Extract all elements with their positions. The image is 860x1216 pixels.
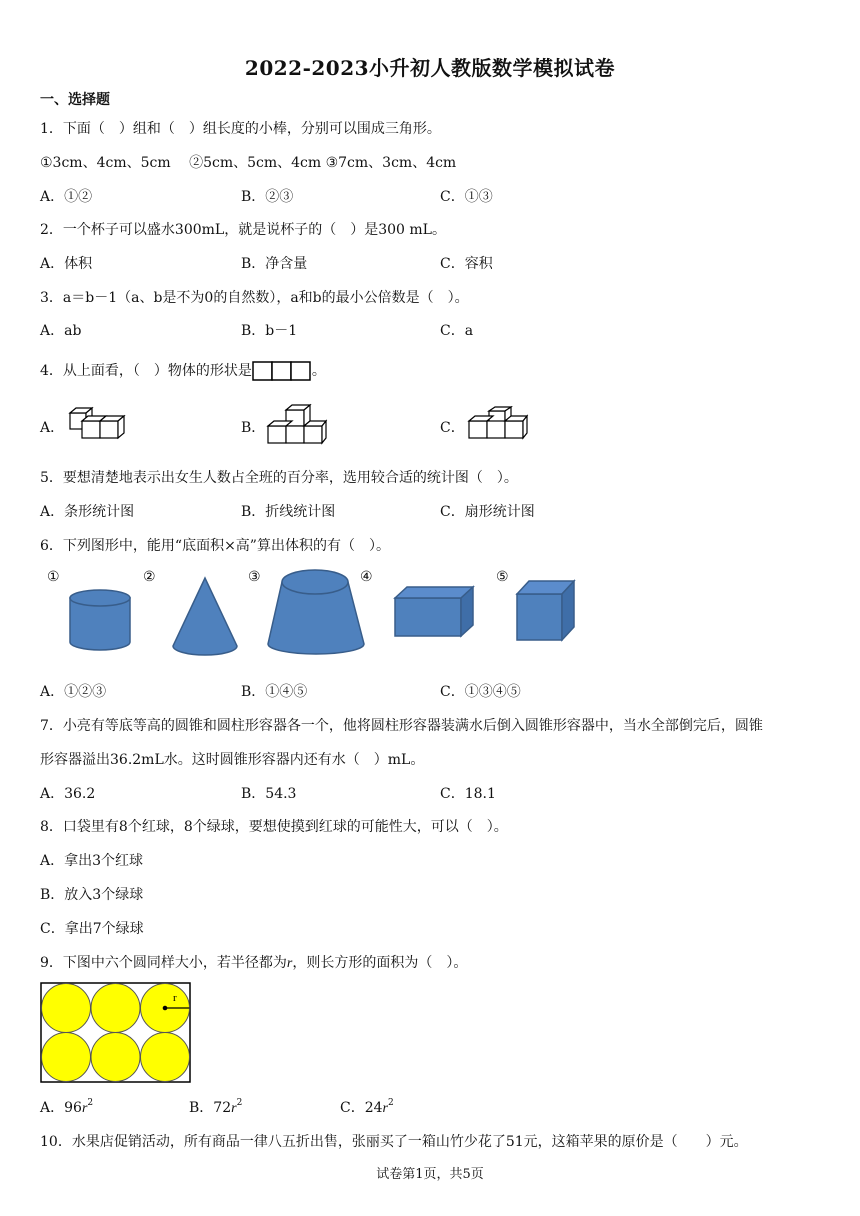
question-7-stem-line-2: 形容器溢出36.2mL水。这时圆锥形容器内还有水（ ）mL。	[40, 752, 425, 768]
question-9-stem-row	[40, 952, 467, 972]
shape-label-1: ①	[47, 569, 60, 585]
question-1-items: ①3cm、4cm、5cm ②5cm、5cm、4cm ③7cm、3cm、4cm	[40, 155, 457, 171]
question-8-stem: 8．口袋里有8个红球，8个绿球，要想使摸到红球的可能性大，可以（ ）。	[40, 819, 508, 835]
question-3-option-b: B．b－1	[241, 323, 298, 339]
question-9-stem-post: ，则长方形的面积为（ ）。	[292, 955, 468, 971]
question-10-stem: 10．水果店促销活动，所有商品一律八五折出售，张丽买了一箱山竹少花了51元，这箱苹果的原价是（ ）元。	[40, 1134, 748, 1150]
shape-label-3: ③	[248, 569, 261, 585]
question-8-option-b: B．放入3个绿球	[40, 887, 144, 903]
cube-figure	[514, 578, 578, 644]
question-3-option-c: C．a	[440, 323, 474, 339]
question-5-option-b: B．折线统计图	[241, 504, 336, 520]
question-2-option-a: A．体积	[40, 256, 93, 272]
option-c-cubes-figure	[467, 405, 529, 441]
section-heading: 一、选择题	[40, 92, 110, 108]
radius-label: r	[173, 992, 177, 1004]
question-1-option-b: B．②③	[241, 189, 294, 205]
shape-label-2: ②	[143, 569, 156, 585]
question-1-stem: 1．下面（ ）组和（ ）组长度的小棒，分别可以围成三角形。	[40, 121, 441, 137]
question-2-option-b: B．净含量	[241, 256, 308, 272]
question-1-option-a: A．①②	[40, 189, 93, 205]
shape-label-5: ⑤	[496, 569, 509, 585]
shape-label-4: ④	[360, 569, 373, 585]
question-8-option-a: A．拿出3个红球	[40, 853, 144, 869]
question-6-option-b: B．①④⑤	[241, 684, 308, 700]
question-7-option-a: A．36.2	[40, 786, 96, 802]
question-3-stem: 3．a＝b－1（a、b是不为0的自然数），a和b的最小公倍数是（ ）。	[40, 290, 469, 306]
question-7-option-b: B．54.3	[241, 786, 297, 802]
question-8-option-c: C．拿出7个绿球	[40, 921, 144, 937]
question-6-option-a: A．①②③	[40, 684, 107, 700]
question-4-option-a: A．	[40, 420, 65, 436]
question-4-option-b: B．	[241, 420, 266, 436]
six-circles-rectangle-figure	[40, 982, 192, 1084]
question-9-option-b: B．$72r^2$	[189, 1098, 243, 1116]
question-4-stem: 4．从上面看，（ ）物体的形状是	[40, 363, 252, 379]
cone-figure	[165, 574, 245, 658]
question-3-option-a: A．ab	[40, 323, 82, 339]
question-4-option-c: C．	[440, 420, 465, 436]
page-footer: 试卷第1页，共5页	[376, 1167, 484, 1182]
question-7-stem-line-1: 7．小亮有等底等高的圆锥和圆柱形容器各一个，他将圆柱形容器装满水后倒入圆锥形容器中，当水全部倒完后，圆锥	[40, 718, 763, 734]
question-2-option-c: C．容积	[440, 256, 493, 272]
question-9-stem-pre: 9．下图中六个圆同样大小，若半径都为	[40, 955, 287, 971]
option-b-cubes-figure	[266, 402, 328, 446]
page-title: 2022-2023小升初人教版数学模拟试卷	[244, 56, 616, 80]
question-7-option-c: C．18.1	[440, 786, 496, 802]
question-5-option-c: C．扇形统计图	[440, 504, 535, 520]
question-2-stem: 2．一个杯子可以盛水300mL，就是说杯子的（ ）是300 mL。	[40, 222, 446, 238]
question-6-option-c: C．①③④⑤	[440, 684, 521, 700]
question-4-stem-end: 。	[311, 363, 326, 379]
radius-variable: r	[286, 956, 293, 971]
frustum-figure	[264, 564, 368, 660]
cylinder-figure	[60, 582, 140, 654]
top-view-three-squares-figure	[252, 361, 312, 381]
question-6-stem: 6．下列图形中，能用“底面积×高”算出体积的有（ ）。	[40, 538, 390, 554]
option-a-cubes-figure	[68, 405, 126, 441]
question-9-option-a: A．$96r^2$	[40, 1098, 94, 1116]
cuboid-figure	[392, 584, 478, 640]
question-5-stem: 5．要想清楚地表示出女生人数占全班的百分率，选用较合适的统计图（ ）。	[40, 470, 518, 486]
question-4-stem-row	[40, 360, 326, 381]
question-5-option-a: A．条形统计图	[40, 504, 135, 520]
question-1-option-c: C．①③	[440, 189, 493, 205]
question-9-option-c: C．$24r^2$	[340, 1098, 394, 1116]
